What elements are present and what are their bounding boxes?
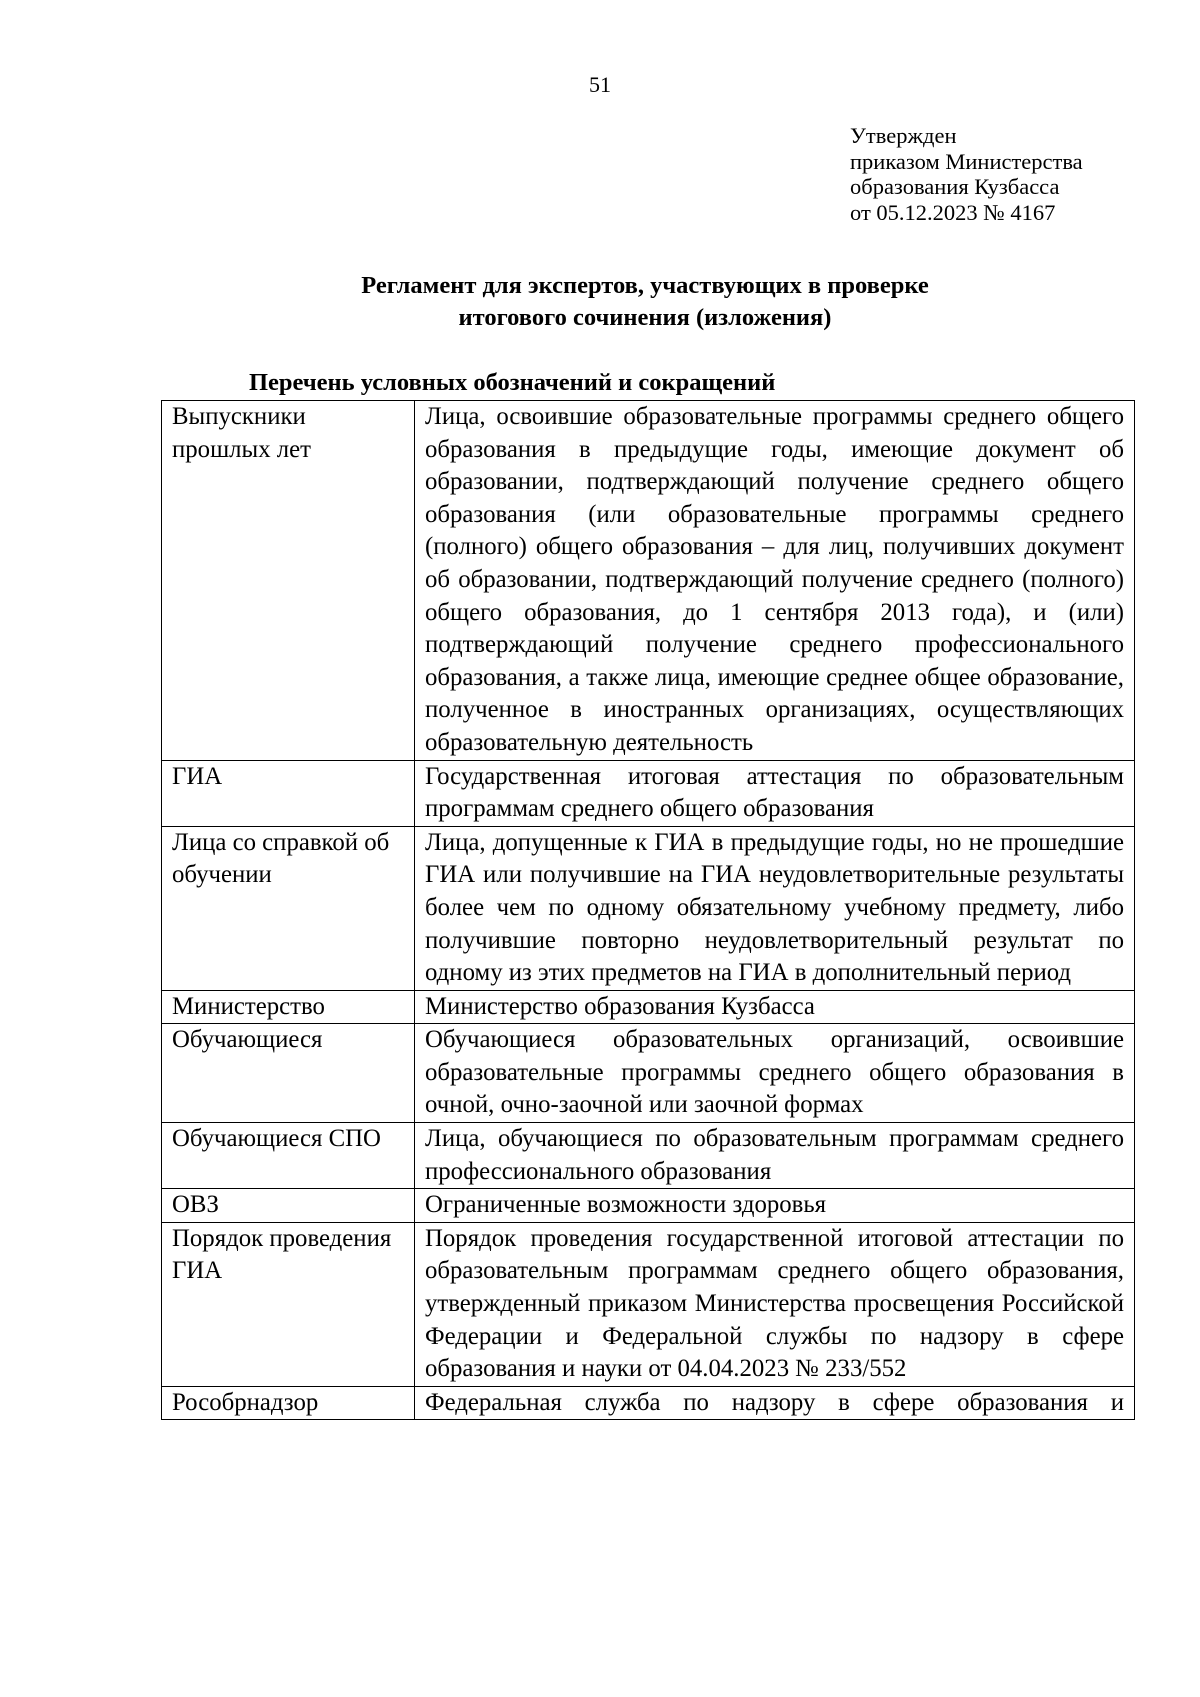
- abbreviation-term: Лица со справкой об обучении: [162, 826, 415, 990]
- table-row: [162, 1123, 1135, 1189]
- table-row: [162, 826, 1135, 990]
- approval-line: Утвержден: [850, 123, 957, 148]
- abbreviation-term: Порядок проведения ГИА: [162, 1222, 415, 1386]
- table-row: [162, 760, 1135, 826]
- table-row: [162, 990, 1135, 1024]
- table-row: [162, 401, 1135, 761]
- abbreviation-term: Выпускники прошлых лет: [162, 401, 415, 761]
- document-title-line: Регламент для экспертов, участвующих в проверке: [361, 272, 929, 299]
- approval-stamp: [850, 123, 1180, 225]
- table-row: [162, 1222, 1135, 1386]
- abbreviation-definition: Лица, обучающиеся по образовательным программам среднего профессионального образования: [415, 1123, 1135, 1189]
- abbreviation-definition: Обучающиеся образовательных организаций, освоившие образовательные программы среднего общего образования в очной, очно-заочной или заочной формах: [415, 1024, 1135, 1123]
- approval-line: приказом Министерства: [850, 148, 1083, 174]
- abbreviation-definition: Лица, освоившие образовательные программы среднего общего образования в предыдущие годы, имеющие документ об образовании, подтверждающий получение среднего общего образования (или образовательные программы среднего (полного) общего образования – для лиц, получивших документ об образовании, подтверждающий получение среднего (полного) общего образования, до 1 сентября 2013 года), и (или) подтверждающий получение среднего профессионального образования, а также лица, имеющие среднее общее образование, полученное в иностранных организациях, осуществляющих образовательную деятельность: [415, 401, 1135, 761]
- abbreviation-term: Рособрнадзор: [162, 1386, 415, 1420]
- abbreviation-definition: Порядок проведения государственной итоговой аттестации по образовательным программам среднего общего образования, утвержденный приказом Министерства просвещения Российской Федерации и Федеральной службы по надзору в сфере образования и науки от 04.04.2023 № 233/552: [415, 1222, 1135, 1386]
- abbreviation-term: Министерство: [162, 990, 415, 1024]
- abbreviation-term: ГИА: [162, 760, 415, 826]
- abbreviation-term: ОВЗ: [162, 1189, 415, 1223]
- document-title-line: итогового сочинения (изложения): [458, 304, 832, 331]
- abbreviations-table: [161, 400, 1135, 1420]
- page-number: 51: [589, 72, 611, 97]
- abbreviation-definition: Министерство образования Кузбасса: [415, 990, 1135, 1024]
- approval-line: образования Кузбасса: [850, 174, 1060, 199]
- abbreviation-term: Обучающиеся: [162, 1024, 415, 1123]
- abbreviation-term: Обучающиеся СПО: [162, 1123, 415, 1189]
- table-row: [162, 1189, 1135, 1223]
- approval-line: от 05.12.2023 № 4167: [850, 199, 1056, 225]
- abbreviation-definition: Ограниченные возможности здоровья: [415, 1189, 1135, 1223]
- abbreviation-definition: Лица, допущенные к ГИА в предыдущие годы, но не прошедшие ГИА или получившие на ГИА неудовлетворительные результаты более чем по одному обязательному учебному предмету, либо получившие повторно неудовлетворительный результат по одному из этих предметов на ГИА в дополнительный период: [415, 826, 1135, 990]
- abbreviation-definition: Государственная итоговая аттестация по образовательным программам среднего общего образования: [415, 760, 1135, 826]
- document-title: [0, 270, 1200, 334]
- abbreviation-definition: Федеральная служба по надзору в сфере образования и: [415, 1386, 1135, 1420]
- table-row: [162, 1024, 1135, 1123]
- section-title: Перечень условных обозначений и сокращений: [249, 369, 776, 396]
- table-row: [162, 1386, 1135, 1420]
